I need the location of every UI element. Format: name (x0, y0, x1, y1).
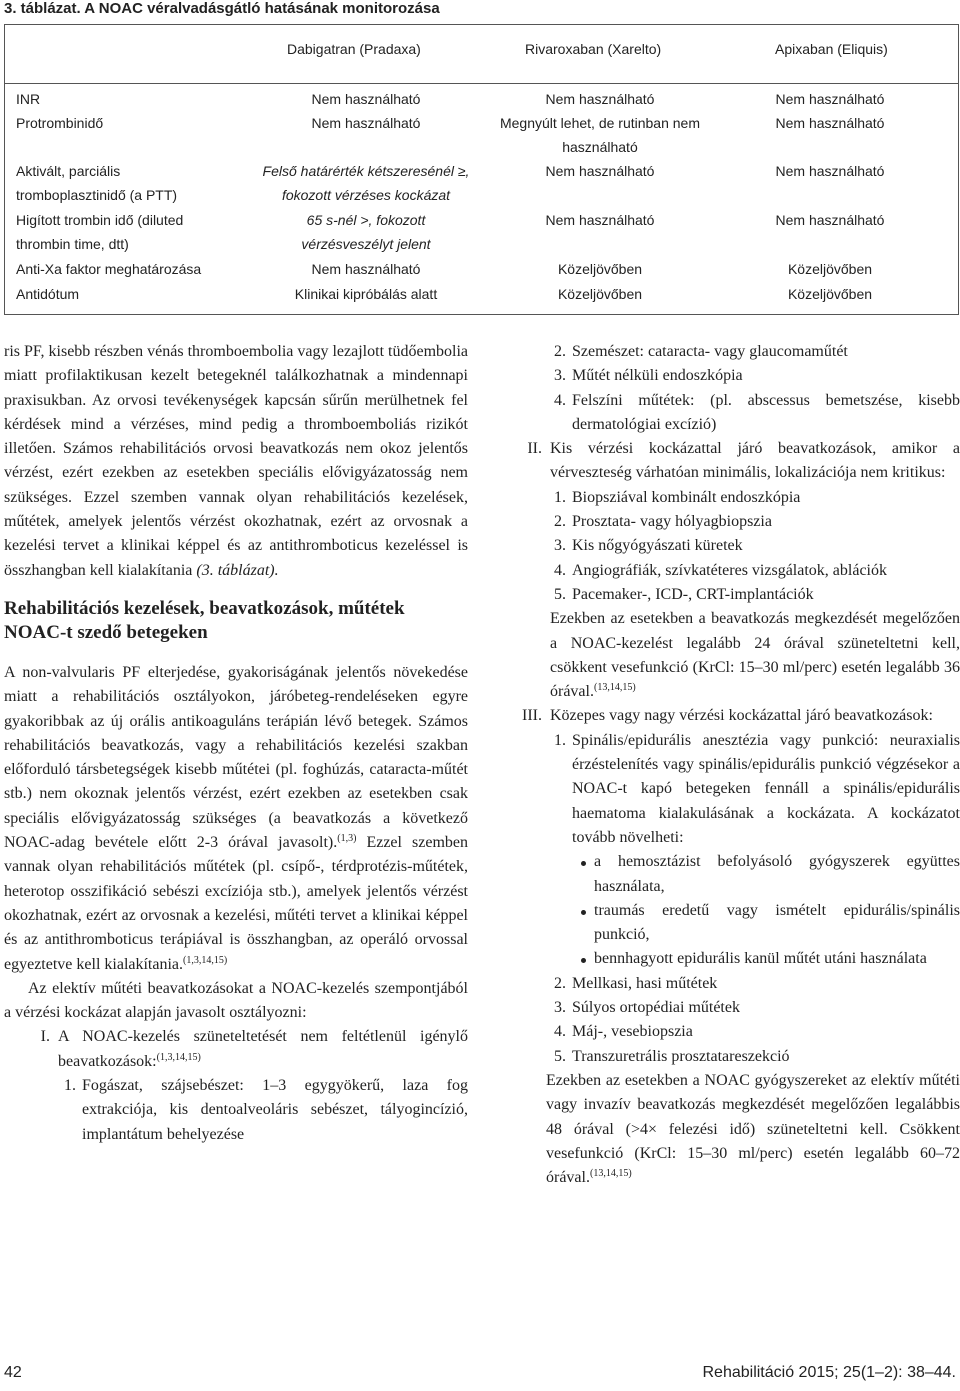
section-ii-list (520, 486, 960, 607)
cell-line: Nem használható (311, 261, 421, 277)
bullet-dot-icon (581, 861, 586, 866)
row-label (16, 111, 103, 135)
list-text: Közepes vagy nagy vérzési kockázattal járó beavatkozások: (550, 707, 933, 725)
page-number: 42 (4, 1364, 22, 1381)
cell-line: Közeljövőben (557, 261, 643, 277)
list-item (548, 972, 960, 996)
list-text: Mellkasi, hasi műtétek (572, 974, 718, 992)
list-number: 1. (554, 488, 566, 506)
list-item (548, 389, 960, 438)
list-item (510, 704, 960, 728)
table-header-dabigatran: Dabigatran (Pradaxa) (287, 41, 421, 57)
list-number: 2. (554, 343, 566, 360)
bullet-item (572, 947, 960, 971)
row-label (16, 257, 201, 281)
list-item (58, 1074, 468, 1147)
cell-line: INR (16, 91, 41, 107)
dabigatran-value (241, 208, 491, 256)
list-item (548, 1020, 960, 1044)
bullet-icon (572, 947, 586, 971)
bullet-dot-icon (581, 958, 586, 963)
list-number: 2. (554, 513, 566, 531)
cell-line: vérzésveszélyt jelent (301, 236, 431, 252)
note-text: Ezekben az esetekben a beavatkozás megkezdését megelőzően a NOAC-kezelést legalább 24 órával szüneteltetni kell, csökkent vesefunkció (KrCl: 15–30 ml/perc) esetén legalább 36 órával. (550, 610, 960, 701)
list-item (548, 996, 960, 1020)
section-ii-note (550, 607, 960, 704)
list-text: Spinális/epidurális anesztézia vagy punkció: neuraxialis érzéstelenítés vagy spinális/epidurális punkció végzésekor a NOAC-t kapó betegeken fennáll a spinális/epidurális haematoma kialakulásának a kockázata. A kockázatot tovább növelheti: (572, 731, 960, 846)
cell-line: Nem használható (775, 115, 885, 131)
section-iii-list (520, 972, 960, 1069)
bullet-text: traumás eredetű vagy ismételt epidurális/spinális punkció, (594, 901, 960, 944)
list-text: Máj-, vesebiopszia (572, 1023, 693, 1041)
cell-line: 65 s-nél >, fokozott (306, 212, 426, 228)
list-item (548, 364, 960, 388)
cell-line: Protrombinidő (16, 115, 104, 131)
citation-ref: (1,3) (337, 833, 357, 845)
bullet-icon (572, 850, 586, 899)
section-heading: Rehabilitációs kezelések, beavatkozások, műtétek NOAC-t szedő betegeken (4, 597, 405, 643)
section-i-text: A NOAC-kezelés szüneteltetését nem feltétlenül igénylő beavatkozások: (58, 1028, 468, 1070)
apixaban-value (705, 159, 955, 183)
dabigatran-value (241, 87, 491, 111)
list-text: Pacemaker-, ICD-, CRT-implantációk (572, 585, 814, 603)
list-text: Felszíni műtétek: (pl. abscessus bemetszése, kisebb dermatológiai excízió) (572, 391, 960, 433)
dabigatran-value (241, 257, 491, 281)
bullet-text: bennhagyott epidurális kanül műtét utáni használata (594, 950, 927, 968)
list-item (548, 1045, 960, 1069)
cell-line: thrombin time, dtt) (16, 236, 129, 252)
apixaban-value (705, 257, 955, 281)
left-column (4, 340, 468, 1147)
cell-line: Nem használható (775, 91, 885, 107)
table-header-apixaban: Apixaban (Eliquis) (775, 41, 888, 57)
citation-ref: (1,3,14,15) (183, 954, 228, 966)
list-number: 5. (554, 585, 566, 603)
list-text: Műtét nélküli endoszkópia (572, 367, 743, 385)
cell-line: Felső határérték kétszeresénél ≥, (262, 163, 470, 179)
row-label (16, 282, 79, 306)
list-text: Kis vérzési kockázattal járó beavatkozások, amikor a vérveszteség várhatóan minimális, lokalizációja nem kritikus: (550, 440, 960, 482)
cell-line: Klinikai kipróbálás alatt (294, 286, 438, 302)
list-number: 1. (554, 731, 566, 749)
section-iii-note (546, 1069, 960, 1190)
table-caption: 3. táblázat. A NOAC véralvadásgátló hatásának monitorozása (4, 0, 440, 17)
apixaban-value (705, 208, 955, 232)
list-text (58, 1025, 468, 1074)
cell-line: Aktivált, parciális (16, 163, 121, 179)
noac-monitoring-table (4, 24, 959, 315)
bullet-text: a hemosztázist befolyásoló gyógyszerek együttes használata, (594, 853, 960, 895)
list-text: Angiográfiák, szívkatéteres vizsgálatok, ablációk (572, 561, 887, 579)
row-label (16, 87, 40, 111)
rivaroxaban-value (475, 208, 725, 232)
row-label (16, 208, 183, 256)
list-text: Transzuretrális prosztatareszekció (572, 1047, 790, 1065)
apixaban-value (705, 282, 955, 306)
cell-line: Közeljövőben (787, 261, 873, 277)
list-number: 2. (554, 974, 566, 992)
apixaban-value (705, 111, 955, 135)
cell-line: Közeljövőben (557, 286, 643, 302)
body-paragraph (4, 661, 468, 977)
list-number: 4. (554, 1023, 566, 1041)
cell-line: Nem használható (545, 163, 655, 179)
list-number: 1. (64, 1077, 76, 1095)
list-text: Szemészet: cataracta- vagy glaucomaműtét (572, 343, 848, 360)
bullet-icon (572, 899, 586, 948)
table-reference: (3. táblázat). (196, 561, 279, 579)
list-number: 4. (554, 391, 566, 409)
classification-paragraph: Az elektív műtéti beavatkozásokat a NOAC-kezelés szempontjából a vérzési kockázat alapján javasolt osztályozni: (4, 979, 468, 1022)
dabigatran-value (241, 111, 491, 135)
list-item (548, 559, 960, 583)
list-text: Fogászat, szájsebészet: 1–3 egygyökerű, laza fog extrakciója, kis dentoalveoláris sebészet, tályogincízió, implantátum behelyezése (82, 1077, 468, 1143)
list-number: 5. (554, 1047, 566, 1065)
cell-line: Megnyúlt lehet, de rutinban nem (499, 115, 700, 131)
bullet-dot-icon (581, 910, 586, 915)
dabigatran-value (241, 282, 491, 306)
rivaroxaban-value (475, 257, 725, 281)
list-item (520, 437, 960, 486)
cell-line: fokozott vérzéses kockázat (281, 187, 451, 203)
citation-ref: (1,3,14,15) (156, 1051, 201, 1063)
cell-line: Higított trombin idő (diluted (16, 212, 184, 228)
body-text-2: Ezzel szemben vannak olyan rehabilitációs műtétek (pl. csípő-, térdprotézis-műtétek, heterotop osszifikáció sebészi excíziója stb.), amelyek jelentős vérzést okozhatnak, ezért az orvosnak a kezelési, műtéti tervet a klinikai képpel és az antithromboticus terápiával is összhangban, az operáló orvossal egyeztetve kell kialakítania. (4, 834, 468, 973)
rivaroxaban-value (475, 159, 725, 183)
citation-ref: (13,14,15) (589, 1168, 632, 1180)
cell-line: Nem használható (775, 163, 885, 179)
list-item (28, 1025, 468, 1074)
dabigatran-value (241, 159, 491, 207)
cell-line: Közeljövőben (787, 286, 873, 302)
note-text: Ezekben az esetekben a NOAC gyógyszereket az elektív műtéti vagy invazív beavatkozás megkezdését megelőzően legalábbis 48 órával (>4× felezési idő) szüneteltetni kell. Csökkent vesefunkció (KrCl: 15–30 ml/perc) esetén legalább 60–72 órával. (546, 1071, 960, 1187)
bullet-item (572, 850, 960, 899)
table-header-divider (5, 83, 958, 84)
intro-paragraph (4, 340, 468, 583)
body-text-1: A non-valvularis PF elterjedése, gyakoriságának jelentős növekedése miatt a rehabilitációs osztályokon, járóbeteg-rendeléseken egyre gyakoribbak az új orális antikoaguláns terápián lévő betegek. Számos rehabilitációs beavatkozás, vagy a rehabilitációs kezelési szakban előforduló társbetegségek kisebb műtétei (pl. foghúzás, cataracta-műtét stb.) nem okoznak jelentős vérzést, ezért ezekben az esetekben csak speciális elővigyázatosság szükséges (a beavatkozás a következő NOAC-adag bevétele előtt 2-3 órával javasolt). (4, 663, 468, 852)
list-number: 4. (554, 561, 566, 579)
list-text: Biopsziával kombinált endoszkópia (572, 488, 801, 506)
list-text: Súlyos ortopédiai műtétek (572, 999, 740, 1017)
list-number: III. (522, 707, 542, 725)
list-text: Kis nőgyógyászati küretek (572, 537, 743, 555)
bullet-item (572, 899, 960, 948)
rivaroxaban-value (475, 282, 725, 306)
list-item (548, 583, 960, 607)
journal-citation: Rehabilitáció 2015; 25(1–2): 38–44. (702, 1364, 956, 1381)
list-number: I. (40, 1028, 50, 1046)
rivaroxaban-value (475, 111, 725, 159)
cell-line: tromboplasztinidő (a PTT) (16, 187, 178, 203)
list-number: 3. (554, 999, 566, 1017)
list-item (548, 729, 960, 850)
table-header-rivaroxaban: Rivaroxaban (Xarelto) (525, 41, 662, 57)
list-item (548, 534, 960, 558)
list-number: II. (527, 440, 542, 458)
cell-line: Nem használható (311, 115, 421, 131)
cell-line: Nem használható (775, 212, 885, 228)
right-column (520, 340, 960, 1190)
list-text: Prosztata- vagy hólyagbiopszia (572, 513, 772, 531)
intro-text: ris PF, kisebb részben vénás thromboembolia vagy lezajlott tüdőembolia miatt profilaktikusan kezelt betegeknél találkozhatnak a mindennapi praxisukban. Az orvosi tevékenységek kapcsán sűrűn merülhetnek fel kérdések mind a vérzéses, mind pedig a thromboemboliás rizikót illetően. Számos rehabilitációs orvosi beavatkozás nem okoz jelentős vérzést, ezért ezekben az esetekben speciális elővigyázatosság nem szükséges. Ezzel szemben vannak olyan rehabilitációs kezelések, műtétek, amelyek jelentős vérzést okozhatnak, ezért az orvosnak a kezelési tervet a klinikai képpel és az antithromboticus kezeléssel is összhangban kell kialakítania (4, 343, 468, 579)
cell-line: Nem használható (545, 91, 655, 107)
list-item (548, 510, 960, 534)
list-item (548, 486, 960, 510)
citation-ref: (13,14,15) (593, 682, 636, 694)
rivaroxaban-value (475, 87, 725, 111)
apixaban-value (705, 87, 955, 111)
list-number: 3. (554, 367, 566, 385)
row-label (16, 159, 177, 207)
bullet-list (520, 850, 960, 971)
cell-line: használható (562, 139, 638, 155)
cell-line: Anti-Xa faktor meghatározása (16, 261, 202, 277)
list-number: 3. (554, 537, 566, 555)
list-item (548, 340, 960, 364)
cell-line: Nem használható (545, 212, 655, 228)
cell-line: Antidótum (16, 286, 80, 302)
cell-line: Nem használható (311, 91, 421, 107)
